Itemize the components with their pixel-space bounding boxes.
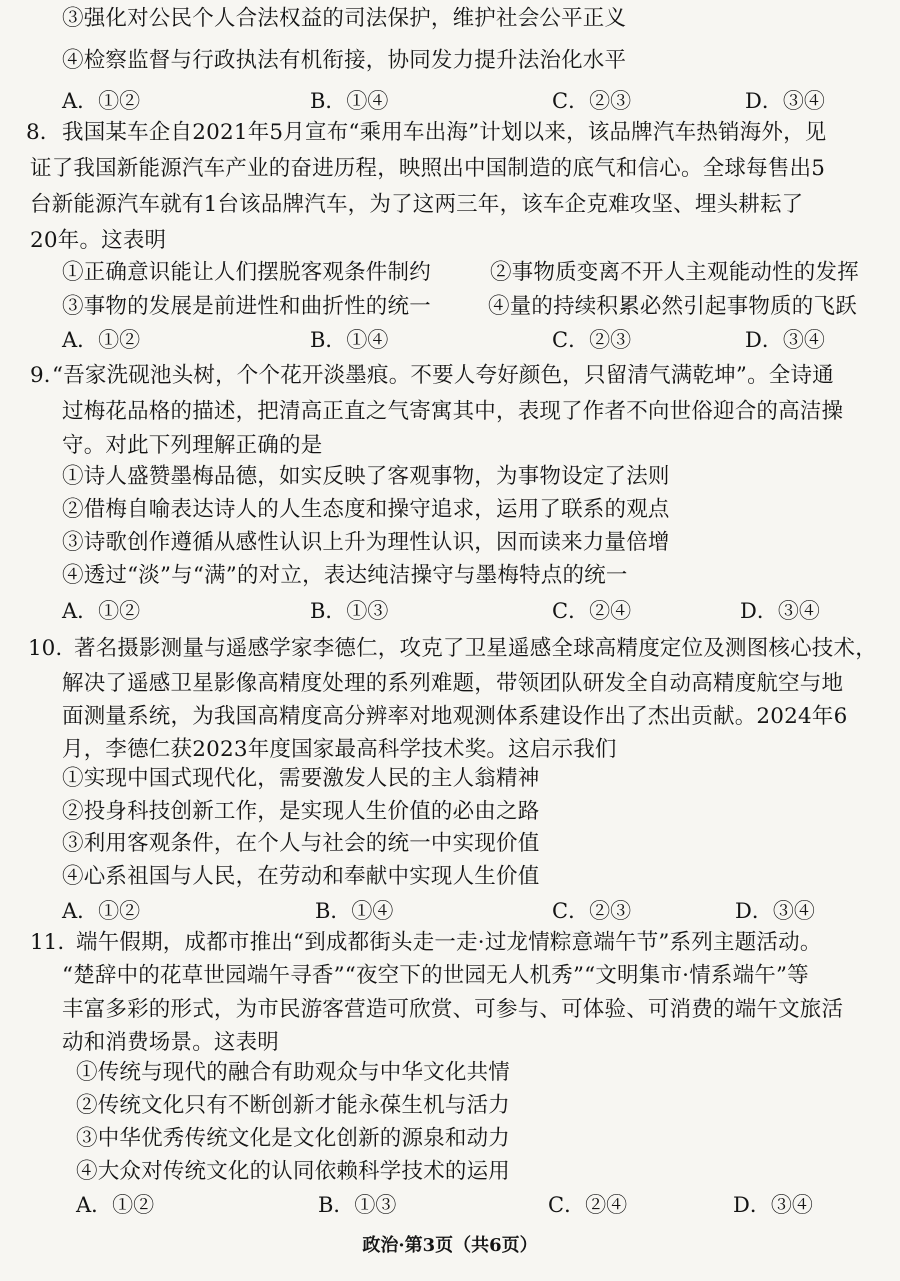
intro-option-d: D．③④ [745,89,825,113]
question-10-stem-line-2: 解决了遥感卫星影像高精度处理的系列难题，带领团队研发全自动高精度航空与地 [62,671,844,696]
question-10-option-a: A．①② [62,899,141,923]
question-9-item-2: ②借梅自喻表达诗人的人生态度和操守追求，运用了联系的观点 [62,497,670,522]
intro-option-c: C．②③ [552,89,632,113]
intro-option-b: B．①④ [310,89,389,113]
question-8-option-c: C．②③ [552,328,632,352]
question-11-item-2: ②传统文化只有不断创新才能永葆生机与活力 [76,1093,511,1118]
question-11-item-3: ③中华优秀传统文化是文化创新的源泉和动力 [76,1126,511,1151]
question-9-item-4: ④透过“淡”与“满”的对立，表达纯洁操守与墨梅特点的统一 [62,563,628,588]
question-9-item-3: ③诗歌创作遵循从感性认识上升为理性认识，因而读来力量倍增 [62,530,670,555]
question-8-stem-line-3: 台新能源汽车就有1台该品牌汽车，为了这两三年，该车企克难攻坚、埋头耕耘了 [30,192,804,217]
question-10-item-1: ①实现中国式现代化，需要激发人民的主人翁精神 [62,766,540,791]
question-10-item-4: ④心系祖国与人民，在劳动和奉献中实现人生价值 [62,864,540,889]
question-8-option-a: A．①② [62,328,141,352]
question-9-option-b: B．①③ [310,599,389,623]
question-11-stem-line-4: 动和消费场景。这表明 [62,1030,280,1055]
question-11-item-4: ④大众对传统文化的认同依赖科学技术的运用 [76,1159,511,1184]
question-10-item-3: ③利用客观条件，在个人与社会的统一中实现价值 [62,831,540,856]
page-footer: 政治·第3页（共6页） [362,1235,538,1256]
question-8-stem-line-4: 20年。这表明 [30,228,167,253]
question-8-option-b: B．①④ [310,328,389,352]
question-11-stem-line-3: 丰富多彩的形式，为市民游客营造可欣赏、可参与、可体验、可消费的端午文旅活 [62,997,844,1022]
question-11-option-d: D．③④ [733,1193,813,1217]
question-10-option-b: B．①④ [315,899,394,923]
question-9-stem-line-2: 过梅花品格的描述，把清高正直之气寄寓其中，表现了作者不向世俗迎合的高洁操 [62,399,844,424]
question-10-item-2: ②投身科技创新工作，是实现人生价值的必由之路 [62,799,540,824]
question-10-stem-line-1: 著名摄影测量与遥感学家李德仁，攻克了卫星遥感全球高精度定位及测图核心技术， [74,636,877,661]
question-8-item-3: ③事物的发展是前进性和曲折性的统一 [62,294,431,319]
question-10-stem-line-3: 面测量系统，为我国高精度高分辨率对地观测体系建设作出了杰出贡献。2024年6 [62,704,848,729]
question-11-option-c: C．②④ [548,1193,628,1217]
intro-item-4: ④检察监督与行政执法有机衔接，协同发力提升法治化水平 [62,48,627,73]
question-11-item-1: ①传统与现代的融合有助观众与中华文化共情 [76,1060,511,1085]
question-10-stem-line-4: 月，李德仁获2023年度国家最高科学技术奖。这启示我们 [62,737,617,762]
question-9-stem-line-3: 守。对此下列理解正确的是 [62,433,323,458]
question-10-option-d: D．③④ [735,899,815,923]
question-11-stem-line-2: “楚辞中的花草世园端午寻香”“夜空下的世园无人机秀”“文明集市·情系端午”等 [62,963,809,988]
question-11-option-a: A．①② [76,1193,155,1217]
question-11-stem-line-1: 端午假期，成都市推出“到成都街头走一走·过龙情粽意端午节”系列主题活动。 [76,930,822,955]
question-10-option-c: C．②③ [552,899,632,923]
question-8-option-d: D．③④ [745,328,825,352]
question-8-stem-line-2: 证了我国新能源汽车产业的奋进历程，映照出中国制造的底气和信心。全球每售出5 [30,156,826,181]
question-9-option-a: A．①② [62,599,141,623]
question-10-number: 10. [28,636,63,661]
question-8-item-2: ②事物质变离不开人主观能动性的发挥 [490,260,859,285]
question-9-number: 9. [30,363,51,388]
question-11-option-b: B．①③ [318,1193,397,1217]
question-8-number: 8. [26,120,47,145]
question-8-item-1: ①正确意识能让人们摆脱客观条件制约 [62,260,431,285]
question-11-number: 11. [30,930,65,955]
question-9-option-d: D．③④ [740,599,820,623]
question-9-item-1: ①诗人盛赞墨梅品德，如实反映了客观事物，为事物设定了法则 [62,464,670,489]
question-8-item-4: ④量的持续积累必然引起事物质的飞跃 [488,294,857,319]
intro-item-3: ③强化对公民个人合法权益的司法保护，维护社会公平正义 [62,6,627,31]
question-9-option-c: C．②④ [552,599,632,623]
question-9-stem-line-1: “吾家洗砚池头树，个个花开淡墨痕。不要人夸好颜色，只留清气满乾坤”。全诗通 [52,363,834,388]
intro-option-a: A．①② [62,89,141,113]
question-8-stem-line-1: 我国某车企自2021年5月宣布“乘用车出海”计划以来，该品牌汽车热销海外，见 [62,120,827,145]
